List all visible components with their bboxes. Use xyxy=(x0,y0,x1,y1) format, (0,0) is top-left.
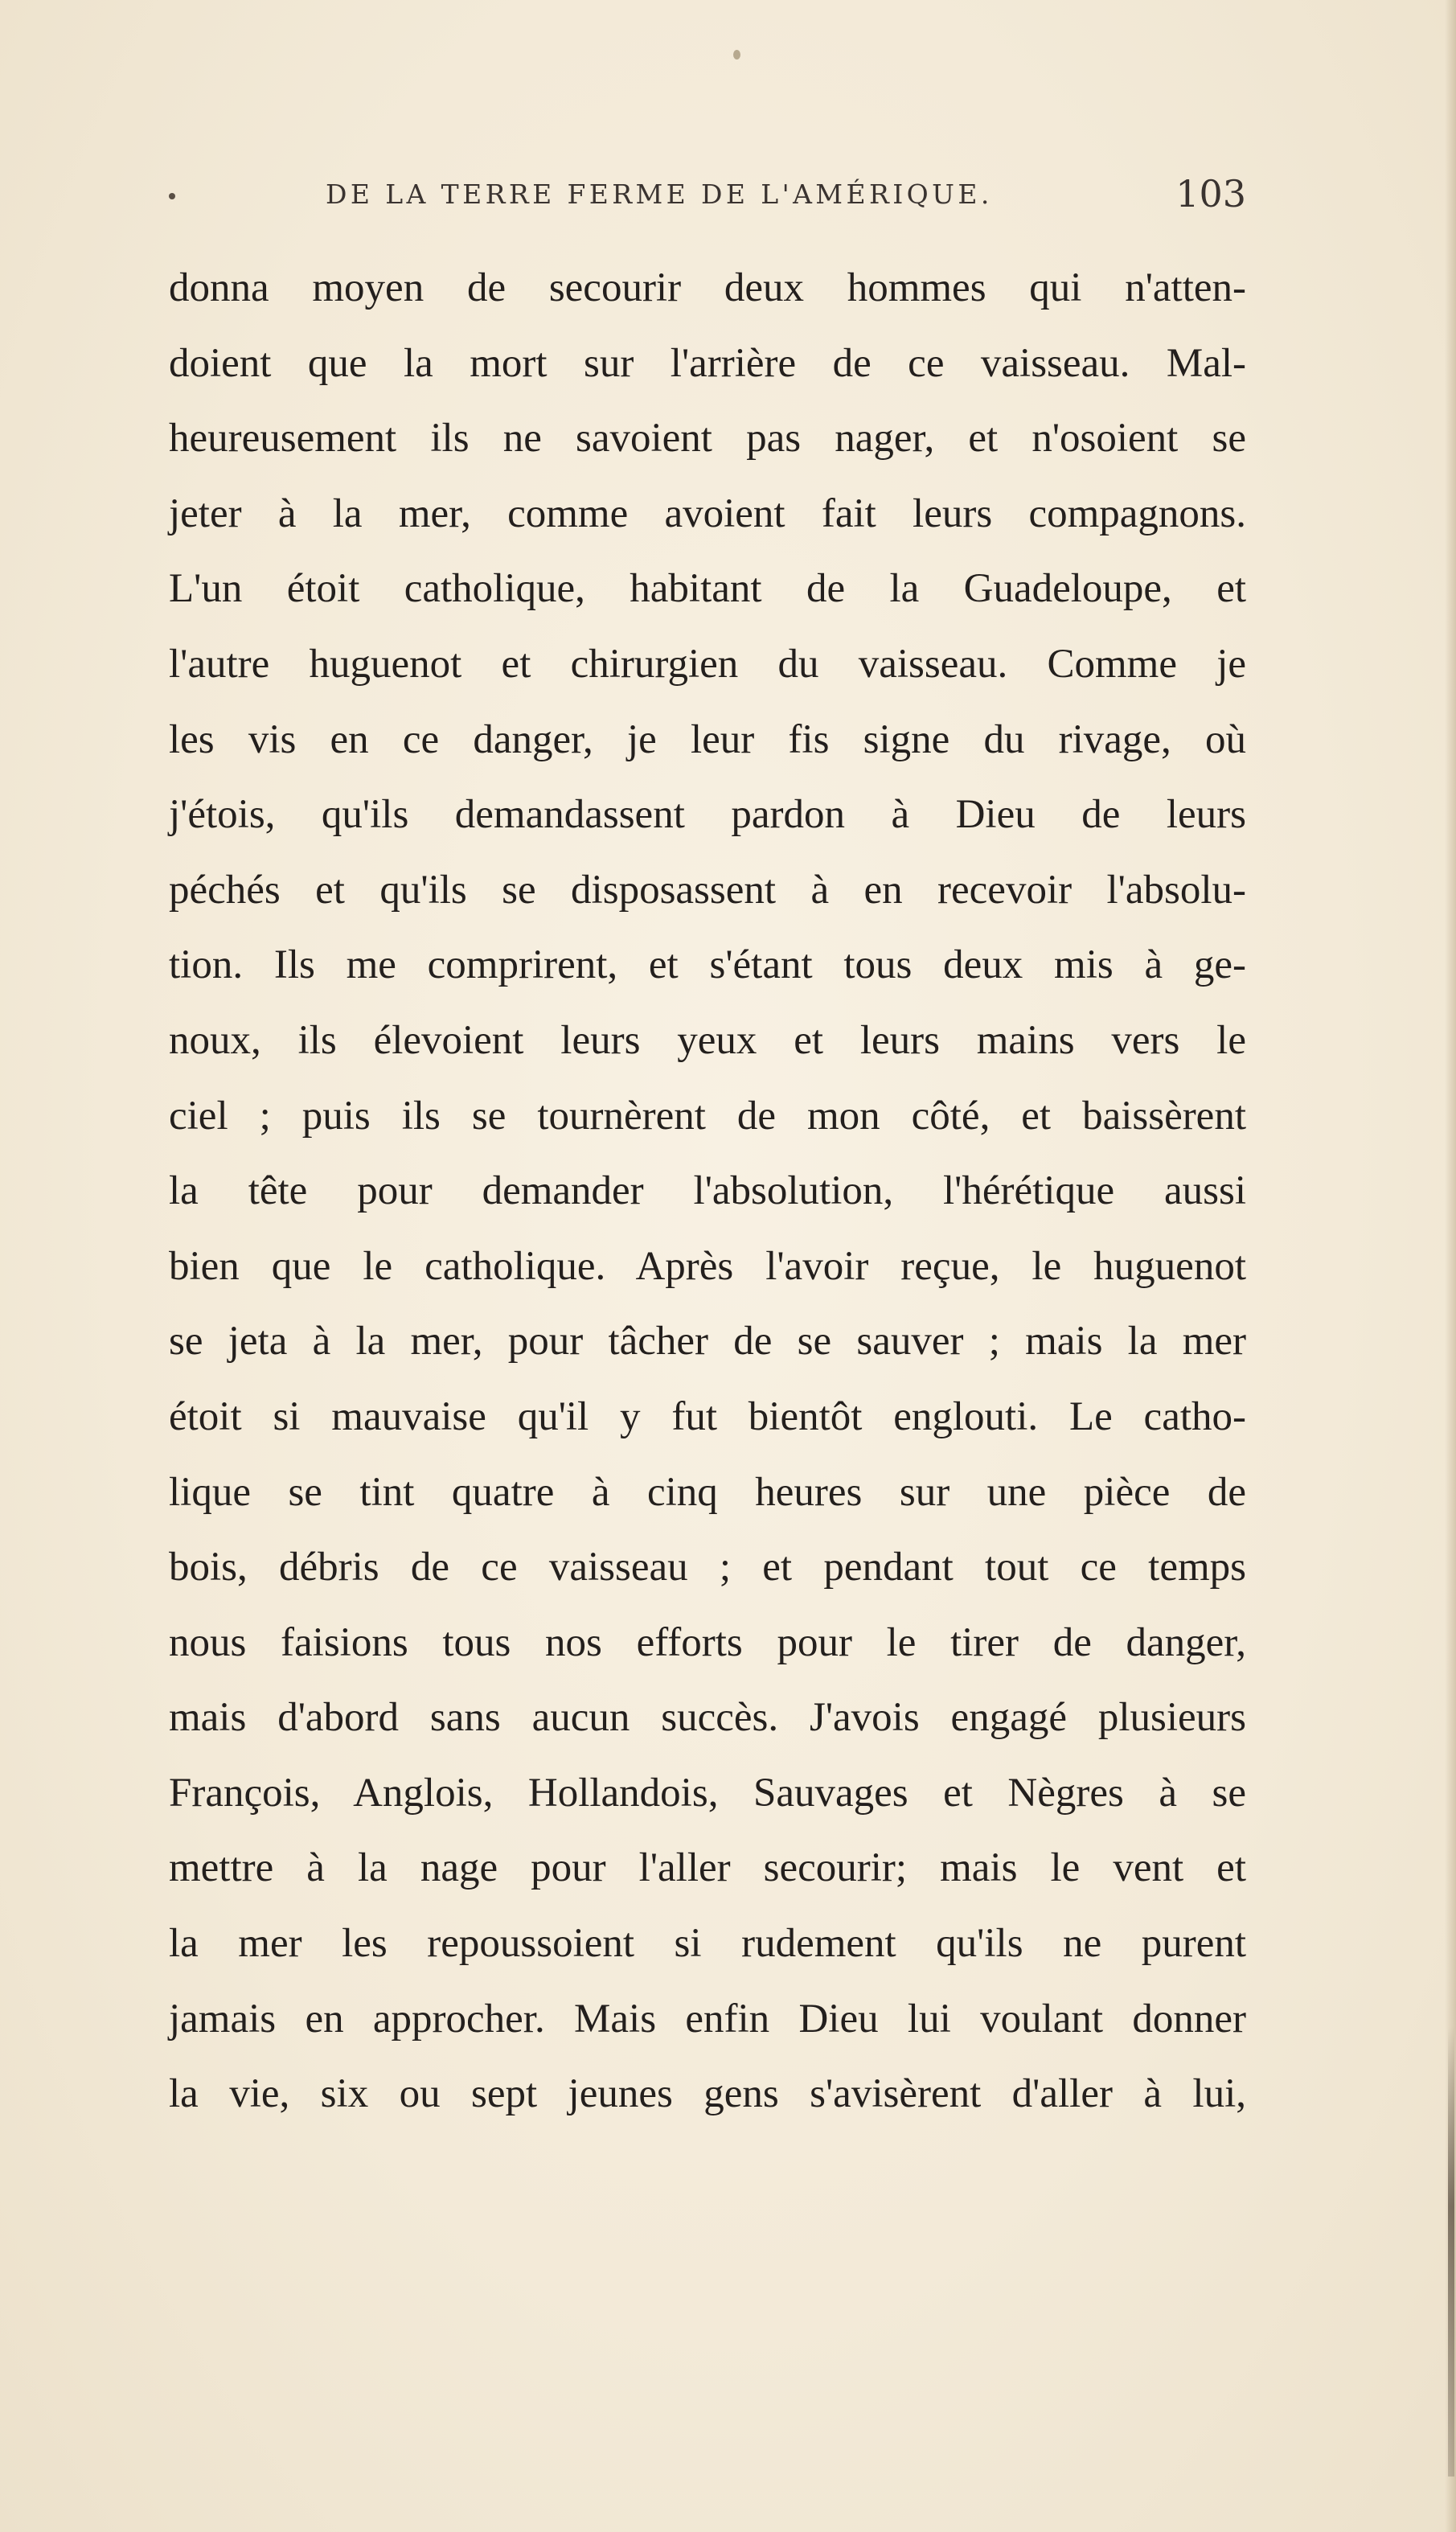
text-line: mais d'abord sans aucun succès. J'avois engagé plusieurs xyxy=(169,1695,1246,1741)
page-number: 103 xyxy=(1175,172,1246,215)
text-line: François, Anglois, Hollandois, Sauvages et Nègres à se xyxy=(169,1770,1246,1816)
text-line: noux, ils élevoient leurs yeux et leurs mains vers le xyxy=(169,1017,1246,1063)
text-line: ciel ; puis ils se tournèrent de mon côté, et baissèrent xyxy=(169,1093,1246,1139)
text-line: étoit si mauvaise qu'il y fut bientôt englouti. Le catho- xyxy=(169,1393,1246,1439)
text-line: l'autre huguenot et chirurgien du vaisseau. Comme je xyxy=(169,641,1246,687)
page-edge-shadow xyxy=(1448,2026,1454,2477)
text-line: la mer les repoussoient si rudement qu'ils ne purent xyxy=(169,1921,1246,1967)
text-line: jeter à la mer, comme avoient fait leurs compagnons. xyxy=(169,490,1246,536)
text-line: tion. Ils me comprirent, et s'étant tous deux mis à ge- xyxy=(169,942,1246,988)
paper-speck xyxy=(733,50,740,60)
body-text xyxy=(169,251,1246,2132)
text-line: se jeta à la mer, pour tâcher de se sauver ; mais la mer xyxy=(169,1319,1246,1364)
text-line: doient que la mort sur l'arrière de ce vaisseau. Mal- xyxy=(169,340,1246,386)
text-line: j'étois, qu'ils demandassent pardon à Dieu de leurs xyxy=(169,792,1246,838)
text-line: bien que le catholique. Après l'avoir reçue, le huguenot xyxy=(169,1243,1246,1289)
header-dot-icon xyxy=(169,193,175,199)
text-line: les vis en ce danger, je leur fis signe du rivage, où xyxy=(169,716,1246,762)
text-line: donna moyen de secourir deux hommes qui n'atten- xyxy=(169,265,1246,310)
running-head xyxy=(169,172,1246,224)
text-line: la vie, six ou sept jeunes gens s'avisèrent d'aller à lui, xyxy=(169,2071,1246,2117)
text-line: jamais en approcher. Mais enfin Dieu lui voulant donner xyxy=(169,1996,1246,2042)
text-line: nous faisions tous nos efforts pour le tirer de danger, xyxy=(169,1619,1246,1665)
text-line: lique se tint quatre à cinq heures sur une pièce de xyxy=(169,1469,1246,1515)
text-line: la tête pour demander l'absolution, l'hérétique aussi xyxy=(169,1168,1246,1214)
text-line: bois, débris de ce vaisseau ; et pendant tout ce temps xyxy=(169,1545,1246,1590)
text-line: L'un étoit catholique, habitant de la Guadeloupe, et xyxy=(169,566,1246,612)
text-line: mettre à la nage pour l'aller secourir; mais le vent et xyxy=(169,1845,1246,1891)
running-title: DE LA TERRE FERME DE L'AMÉRIQUE. xyxy=(326,179,993,210)
text-line: heureusement ils ne savoient pas nager, et n'osoient se xyxy=(169,416,1246,462)
text-line: péchés et qu'ils se disposassent à en recevoir l'absolu- xyxy=(169,867,1246,913)
